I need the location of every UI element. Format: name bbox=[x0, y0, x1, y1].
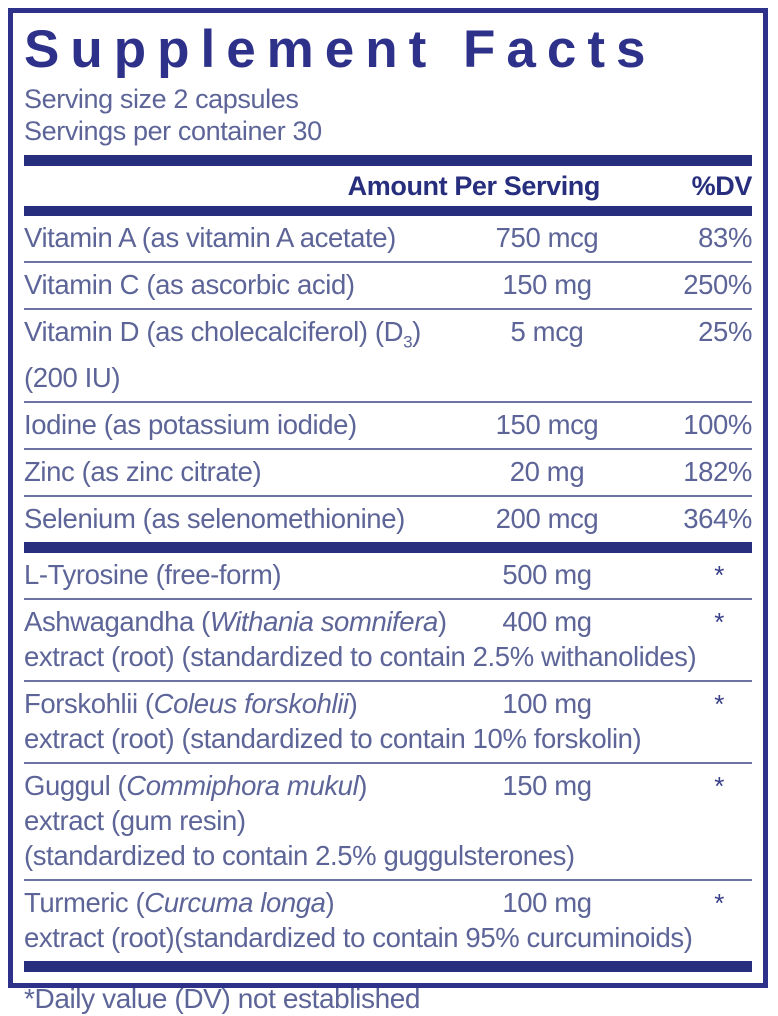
text-fragment: Coleus forskohlii bbox=[153, 687, 349, 719]
table-row bbox=[24, 762, 752, 879]
text-fragment: Ashwagandha ( bbox=[24, 605, 210, 637]
text-fragment: extract (root)(standardized to contain 95% curcuminoids) bbox=[24, 921, 693, 953]
ingredient-detail bbox=[24, 639, 752, 674]
ingredient-row-main bbox=[24, 502, 752, 536]
divider-bar-middle bbox=[24, 542, 752, 553]
ingredient-detail bbox=[24, 920, 752, 955]
ingredient-dv: 100% bbox=[683, 408, 752, 440]
ingredient-row-main bbox=[24, 408, 752, 442]
ingredient-dv: 182% bbox=[683, 455, 752, 487]
text-fragment: Vitamin A (as vitamin A acetate) bbox=[24, 222, 396, 254]
text-fragment: Commiphora mukul bbox=[126, 769, 359, 801]
text-fragment: Zinc (as zinc citrate) bbox=[24, 455, 262, 487]
text-fragment: Vitamin C (as ascorbic acid) bbox=[24, 269, 355, 301]
ingredient-amount: 100 mg bbox=[502, 687, 592, 719]
text-fragment: extract (root) (standardized to contain 10% forskolin) bbox=[24, 722, 642, 754]
text-fragment: ) bbox=[325, 886, 335, 918]
text-fragment: ) bbox=[358, 769, 368, 801]
ingredient-dv: * bbox=[714, 887, 724, 918]
ingredient-row-main bbox=[24, 605, 752, 639]
column-header-dv: %DV bbox=[691, 171, 752, 202]
ingredient-dv: 83% bbox=[698, 222, 752, 254]
ingredient-amount: 200 mcg bbox=[495, 502, 599, 534]
divider-bar-header bbox=[24, 206, 752, 216]
text-fragment: extract (gum resin) bbox=[24, 804, 246, 836]
ingredient-name bbox=[24, 315, 462, 360]
table-row bbox=[24, 553, 752, 598]
footnote: *Daily value (DV) not established bbox=[24, 982, 421, 1014]
text-fragment: Vitamin D (as cholecalciferol) (D bbox=[24, 316, 404, 348]
ingredient-name bbox=[24, 408, 462, 442]
ingredient-name bbox=[24, 502, 462, 536]
ingredient-detail bbox=[24, 360, 752, 395]
ingredient-dv: 250% bbox=[683, 269, 752, 301]
ingredient-name bbox=[24, 268, 462, 302]
text-fragment: ) bbox=[348, 687, 358, 719]
ingredient-amount: 500 mg bbox=[502, 558, 592, 590]
table-row bbox=[24, 308, 752, 401]
column-header-row bbox=[24, 166, 752, 206]
servings-per-container: Servings per container 30 bbox=[24, 116, 322, 147]
section-herbs bbox=[24, 553, 752, 961]
text-fragment: (standardized to contain 2.5% guggulsterones) bbox=[24, 839, 575, 871]
ingredient-row-main bbox=[24, 221, 752, 255]
text-fragment: Iodine (as potassium iodide) bbox=[24, 408, 357, 440]
ingredient-row-main bbox=[24, 455, 752, 489]
serving-info bbox=[24, 83, 752, 147]
ingredient-amount: 400 mg bbox=[502, 605, 592, 637]
ingredient-detail bbox=[24, 721, 752, 756]
serving-size: Serving size 2 capsules bbox=[24, 84, 299, 115]
ingredient-detail bbox=[24, 803, 752, 838]
text-fragment: Curcuma longa bbox=[144, 886, 326, 918]
ingredient-dv: * bbox=[714, 606, 724, 637]
ingredient-amount: 150 mg bbox=[502, 769, 592, 801]
ingredient-name bbox=[24, 886, 462, 920]
text-fragment: ) bbox=[437, 605, 447, 637]
text-fragment: Turmeric ( bbox=[24, 886, 145, 918]
ingredient-amount: 150 mcg bbox=[495, 408, 599, 440]
ingredient-name bbox=[24, 769, 462, 803]
ingredient-detail bbox=[24, 838, 752, 873]
table-row bbox=[24, 401, 752, 448]
ingredient-amount: 750 mcg bbox=[495, 222, 599, 254]
divider-bar-top bbox=[24, 155, 752, 166]
ingredient-row-main bbox=[24, 315, 752, 360]
ingredient-row-main bbox=[24, 268, 752, 302]
table-row bbox=[24, 879, 752, 961]
ingredient-amount: 20 mg bbox=[509, 455, 585, 487]
text-fragment: Selenium (as selenomethionine) bbox=[24, 502, 405, 534]
ingredient-dv: * bbox=[714, 559, 724, 590]
supplement-facts-label bbox=[8, 8, 768, 1014]
table-row bbox=[24, 448, 752, 495]
text-fragment: extract (root) (standardized to contain 2.5% withanolides) bbox=[24, 640, 697, 672]
ingredient-dv: 25% bbox=[698, 316, 752, 348]
table-row bbox=[24, 216, 752, 261]
ingredient-row-main bbox=[24, 558, 752, 592]
ingredient-amount: 100 mg bbox=[502, 886, 592, 918]
ingredient-amount: 150 mg bbox=[502, 269, 592, 301]
text-fragment: Withania somnifera bbox=[209, 605, 438, 637]
divider-bar-bottom bbox=[24, 961, 752, 972]
text-fragment: L-Tyrosine (free-form) bbox=[24, 558, 282, 590]
table-row bbox=[24, 680, 752, 762]
ingredient-amount: 5 mcg bbox=[510, 316, 584, 348]
ingredient-name bbox=[24, 605, 462, 639]
ingredient-name bbox=[24, 687, 462, 721]
text-fragment: Guggul ( bbox=[24, 769, 127, 801]
ingredient-row-main bbox=[24, 687, 752, 721]
ingredient-name bbox=[24, 558, 462, 592]
text-fragment: (200 IU) bbox=[24, 361, 121, 393]
text-fragment: 3 bbox=[403, 332, 413, 352]
ingredient-name bbox=[24, 455, 462, 489]
table-row bbox=[24, 495, 752, 542]
ingredient-dv: * bbox=[714, 770, 724, 801]
ingredient-dv: * bbox=[714, 688, 724, 719]
label-title: Supplement Facts bbox=[24, 20, 657, 79]
column-header-amount: Amount Per Serving bbox=[347, 171, 600, 202]
text-fragment: Forskohlii ( bbox=[24, 687, 154, 719]
ingredient-dv: 364% bbox=[683, 502, 752, 534]
text-fragment: ) bbox=[412, 316, 421, 348]
ingredient-row-main bbox=[24, 769, 752, 803]
ingredient-row-main bbox=[24, 886, 752, 920]
table-row bbox=[24, 261, 752, 308]
section-vitamins bbox=[24, 216, 752, 542]
ingredient-name bbox=[24, 221, 462, 255]
table-row bbox=[24, 598, 752, 680]
